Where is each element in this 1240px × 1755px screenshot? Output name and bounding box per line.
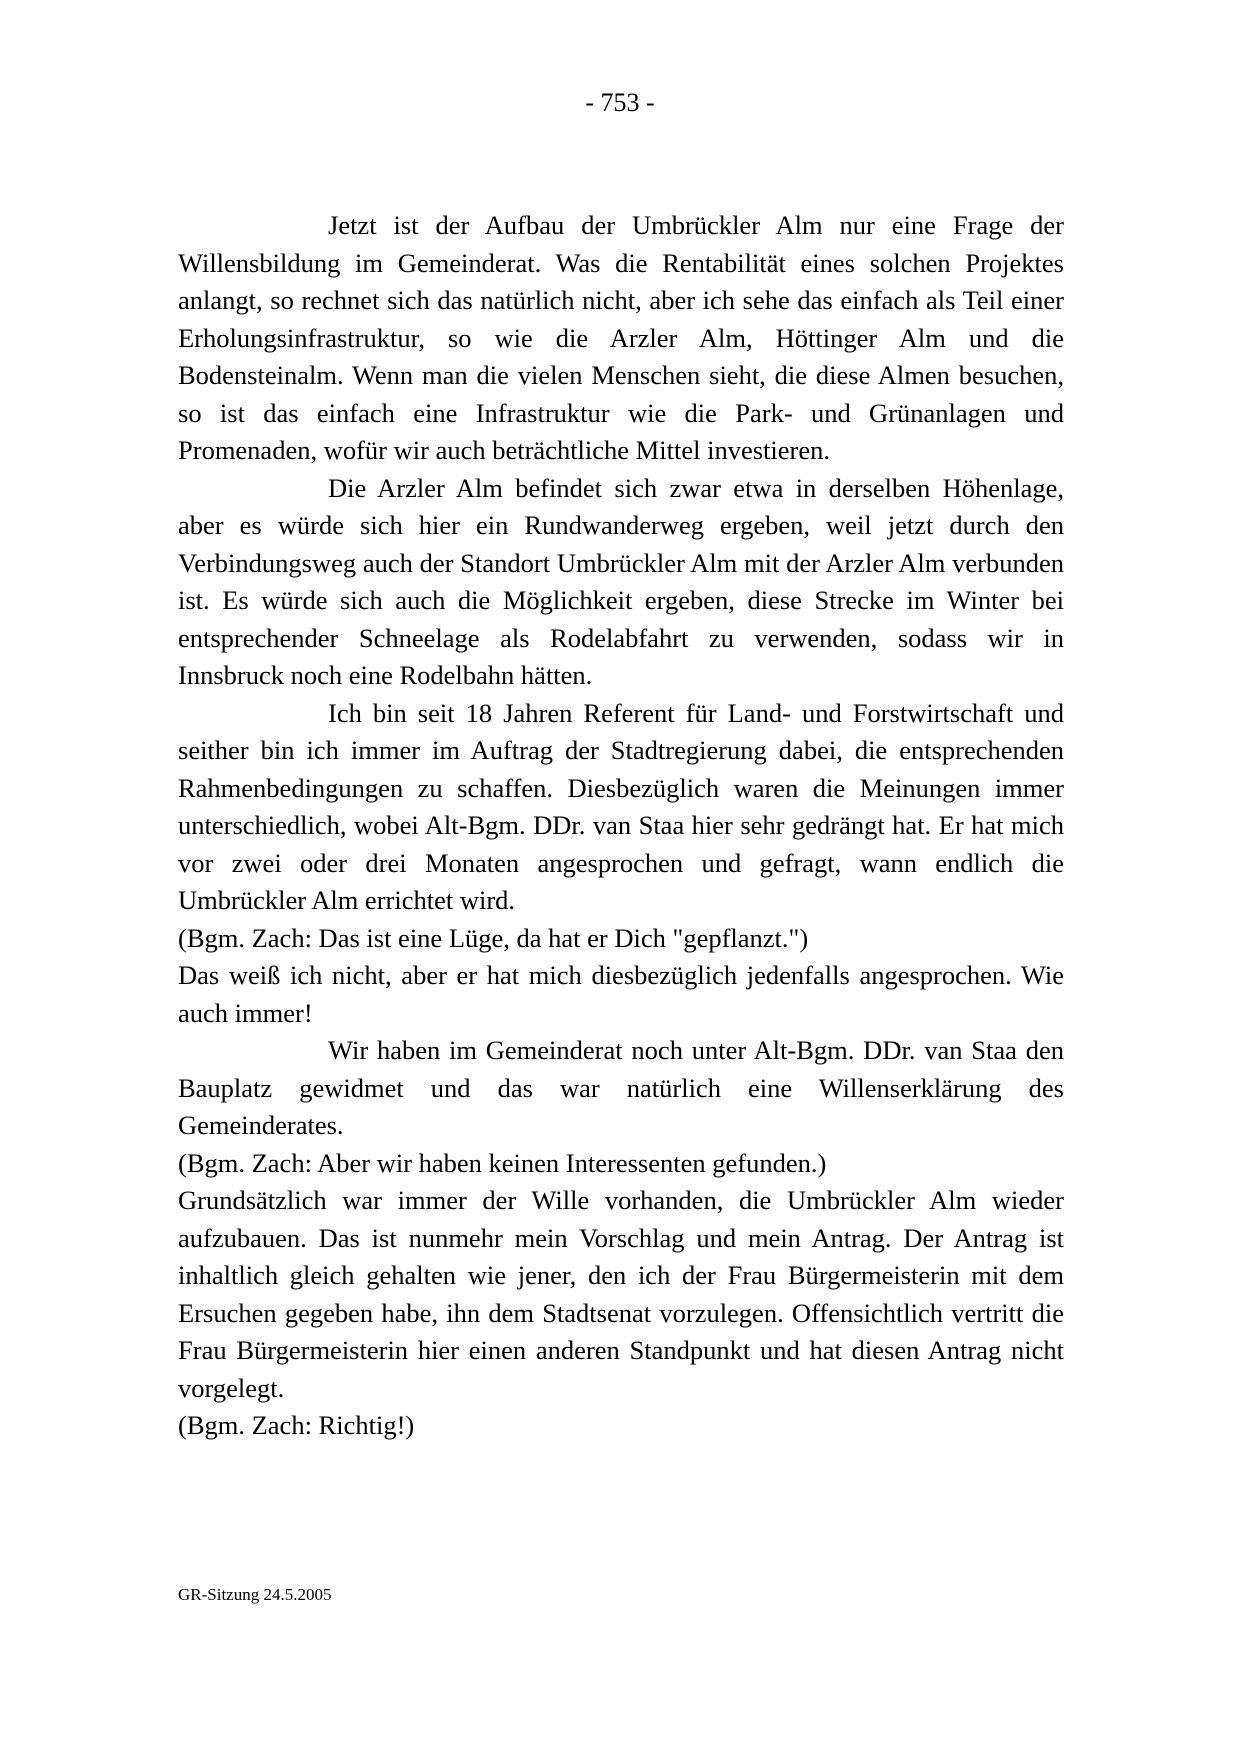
paragraph: Das weiß ich nicht, aber er hat mich diesbezüglich jedenfalls angesprochen. Wie auch immer! <box>178 960 1064 1028</box>
interjection: (Bgm. Zach: Das ist eine Lüge, da hat er Dich "gepflanzt.") <box>178 922 809 953</box>
footer-session-label: GR-Sitzung 24.5.2005 <box>178 1585 332 1604</box>
paragraph: Ich bin seit 18 Jahren Referent für Land- und Forstwirtschaft und seither bin ich immer im Auftrag der Stadtregierung dabei, die entsprechenden Rahmenbedingungen zu schaffen. Diesbezüglich waren die Meinungen immer unterschiedlich, wobei Alt-Bgm. DDr. van Staa hier sehr gedrängt hat. Er hat mich vor zwei oder drei Monaten angesprochen und gefragt, wann endlich die Umbrückler Alm errichtet wird. <box>178 697 1064 915</box>
interjection: (Bgm. Zach: Richtig!) <box>178 1410 415 1440</box>
page-number: - 753 - <box>585 88 655 117</box>
document-body <box>178 207 1064 1445</box>
paragraph: Jetzt ist der Aufbau der Umbrückler Alm nur eine Frage der Willensbildung im Gemeinderat. Was die Rentabilität eines solchen Projektes anlangt, so rechnet sich das natürlich nicht, aber ich sehe das einfach als Teil einer Erholungsinfrastruktur, so wie die Arzler Alm, Höttinger Alm und die Bodensteinalm. Wenn man die vielen Menschen sieht, die diese Almen besuchen, so ist das einfach eine Infrastruktur wie die Park- und Grünanlagen und Promenaden, wofür wir auch beträchtliche Mittel investieren. <box>178 210 1064 465</box>
paragraph: Die Arzler Alm befindet sich zwar etwa in derselben Höhenlage, aber es würde sich hier ein Rundwanderweg ergeben, weil jetzt durch den Verbindungsweg auch der Standort Umbrückler Alm mit der Arzler Alm verbunden ist. Es würde sich auch die Möglichkeit ergeben, diese Strecke im Winter bei entsprechender Schneelage als Rodelabfahrt zu verwenden, sodass wir in Innsbruck noch eine Rodelbahn hätten. <box>178 472 1064 690</box>
paragraph: Grundsätzlich war immer der Wille vorhanden, die Umbrückler Alm wieder aufzubauen. Das ist nunmehr mein Vorschlag und mein Antrag. Der Antrag ist inhaltlich gleich gehalten wie jener, den ich der Frau Bürgermeisterin mit dem Ersuchen gegeben habe, ihn dem Stadtsenat vorzulegen. Offensichtlich vertritt die Frau Bürgermeisterin hier einen anderen Standpunkt und hat diesen Antrag nicht vorgelegt. <box>178 1185 1064 1403</box>
interjection: (Bgm. Zach: Aber wir haben keinen Interessenten gefunden.) <box>178 1147 827 1178</box>
paragraph: Wir haben im Gemeinderat noch unter Alt-Bgm. DDr. van Staa den Bauplatz gewidmet und das war natürlich eine Willenserklärung des Gemeinderates. <box>178 1035 1064 1140</box>
